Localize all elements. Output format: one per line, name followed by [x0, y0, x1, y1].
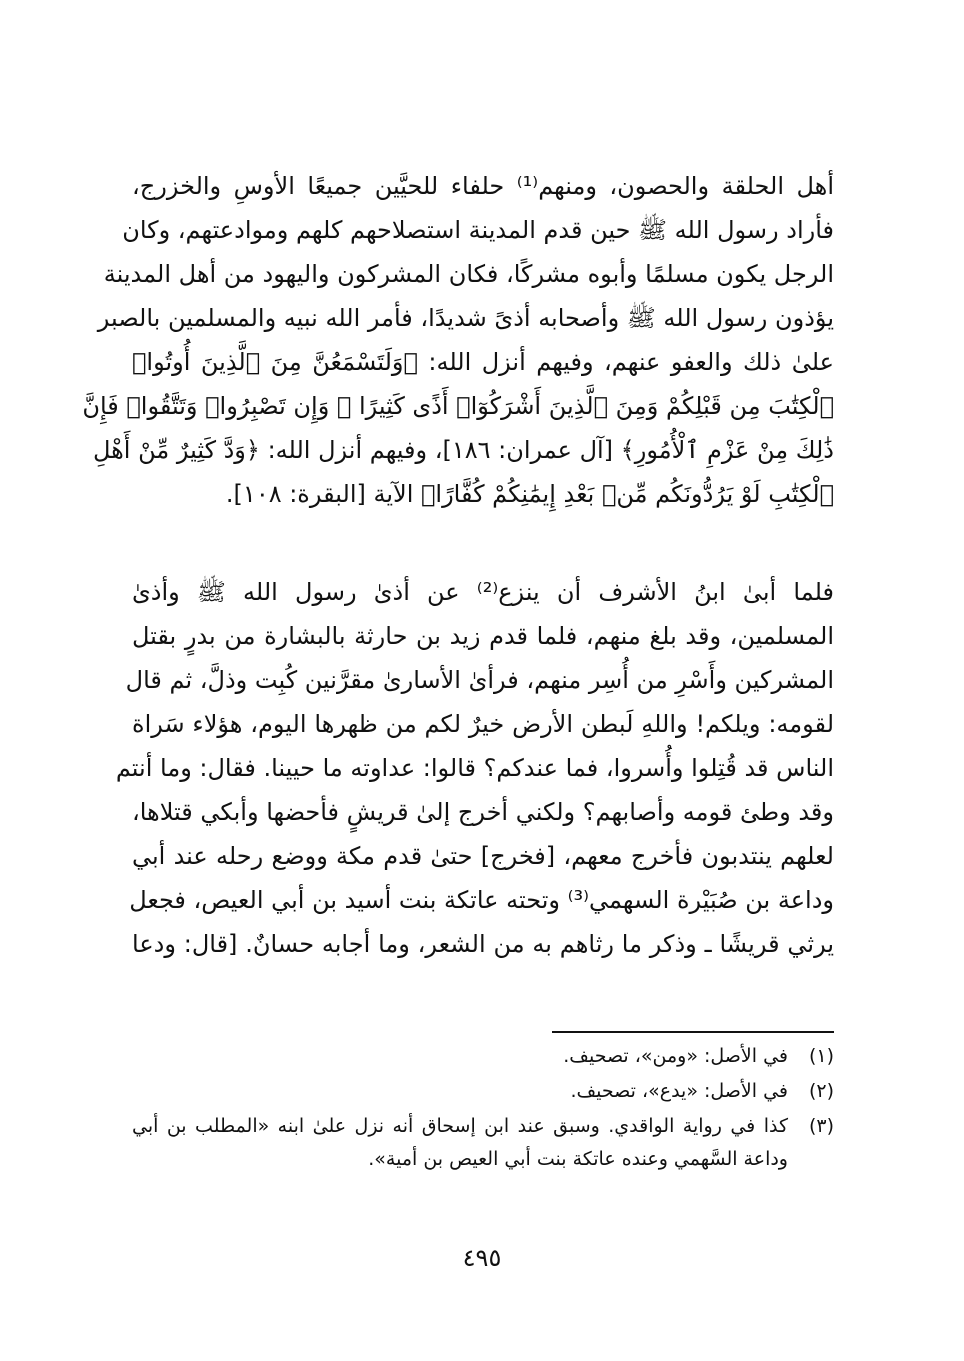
footnote-3: [132, 1110, 834, 1176]
text-line: المسلمين، وقد بلغ منهم، فلما قدم زيد بن حارثة بالبشارة من بدرٍ بقتل: [132, 622, 834, 650]
text-line: الرجل يكون مسلمًا وأبوه مشركًا، فكان المشركون واليهود من أهل المدينة: [103, 260, 834, 288]
text-line: ٱلْكِتَٰبَ مِن قَبْلِكُمْ وَمِنَ ٱلَّذِينَ أَشْرَكُوٓا۟ أَذًى كَثِيرًا ۚ وَإِن تَصْبِرُوا۟ وَتَتَّقُوا۟ فَإِنَّ: [82, 392, 834, 420]
text-line: ذَٰلِكَ مِنْ عَزْمِ ٱلْأُمُورِ﴾ [آل عمران: ١٨٦]، وفيهم أنزل الله: ﴿وَدَّ كَثِيرٌ مِّنْ أَهْلِ: [92, 436, 834, 464]
text-line: يرثي قريشًا ـ وذكر ما رثاهم به من الشعر، وما أجابه حسانٌ. [قال: ودعا: [132, 930, 834, 958]
footnote-line: في الأصل: «يدع»، تصحيف.: [570, 1080, 788, 1102]
footnote-number: (٣): [808, 1115, 834, 1137]
footnote-line: وداعة السَّهمي وعنده عاتكة بنت أبي العيص بن أمية».: [368, 1148, 788, 1170]
footnote-number: (١): [808, 1045, 834, 1067]
text-line: المشركين وأَسْرِ من أُسِر منهم، فرأىٰ الأسارىٰ مقرَّنين كُبِت وذلَّ، ثم قال: [125, 666, 834, 694]
footnote-text: [132, 1075, 788, 1108]
text-line: وقد وطئ قومه وأصابهم؟ ولكني أخرج إلىٰ قريشٍ فأحضها وأبكي قتلاها،: [131, 798, 834, 826]
footnote-1: [132, 1040, 834, 1073]
text-line: فلما أبىٰ ابنُ الأشرف أن ينزع⁽²⁾ عن أذىٰ رسول الله ﷺ وأذىٰ: [132, 578, 835, 606]
text-line: أهل الحلقة والحصون، ومنهم⁽¹⁾ حلفاء للحيَّين جميعًا الأوسِ والخزرج،: [132, 172, 835, 200]
paragraph-2: [115, 570, 835, 966]
footnote-2: [132, 1075, 834, 1108]
footnote-text: [132, 1110, 788, 1176]
text-line: علىٰ ذلك والعفو عنهم، وفيهم أنزل الله: ﴿وَلَتَسْمَعُنَّ مِنَ ٱلَّذِينَ أُوتُوا۟: [132, 348, 834, 376]
text-line: الناس قد قُتِلوا وأُسروا، فما عندكم؟ قالوا: عداوته ما حيينا. فقال: وما أنتم: [115, 754, 834, 782]
paragraph-1: [82, 164, 835, 516]
footnote-line: في الأصل: «ومن»، تصحيف.: [563, 1045, 788, 1067]
text-line: ٱلْكِتَٰبِ لَوْ يَرُدُّونَكُم مِّنۢ بَعْدِ إِيمَٰنِكُمْ كُفَّارًا﴾ الآية [البقرة: ١٠٨].: [225, 480, 834, 508]
text-line: يؤذون رسول الله ﷺ وأصحابه أذىً شديدًا، فأمر الله نبيه والمسلمين بالصبر: [97, 304, 834, 332]
footnote-divider: [552, 1031, 834, 1033]
text-line: لعلهم ينتدبون فأخرج معهم، [فخرج] حتىٰ قدم مكة ووضع رحله عند أبي: [132, 842, 834, 870]
page-number: ٤٩٥: [462, 1244, 502, 1272]
text-line: وداعة بن صُبَيْرة السهمي⁽³⁾ وتحته عاتكة بنت أسيد بن أبي العيص، فجعل: [129, 886, 834, 914]
footnote-text: [132, 1040, 788, 1073]
text-line: فأراد رسول الله ﷺ حين قدم المدينة استصلاحهم كلهم وموادعتهم، وكان: [122, 216, 834, 244]
footnote-line: كذا في رواية الواقدي. وسبق عند ابن إسحاق أنه نزل علىٰ ابنه «المطلب بن أبي: [132, 1115, 788, 1137]
text-line: لقومه: ويلكم! واللهِ لَبطن الأرض خيرٌ لكم من ظهرها اليوم، هؤلاء سَراة: [132, 710, 834, 738]
footnote-number: (٢): [808, 1080, 834, 1102]
footnotes: [132, 1040, 834, 1178]
